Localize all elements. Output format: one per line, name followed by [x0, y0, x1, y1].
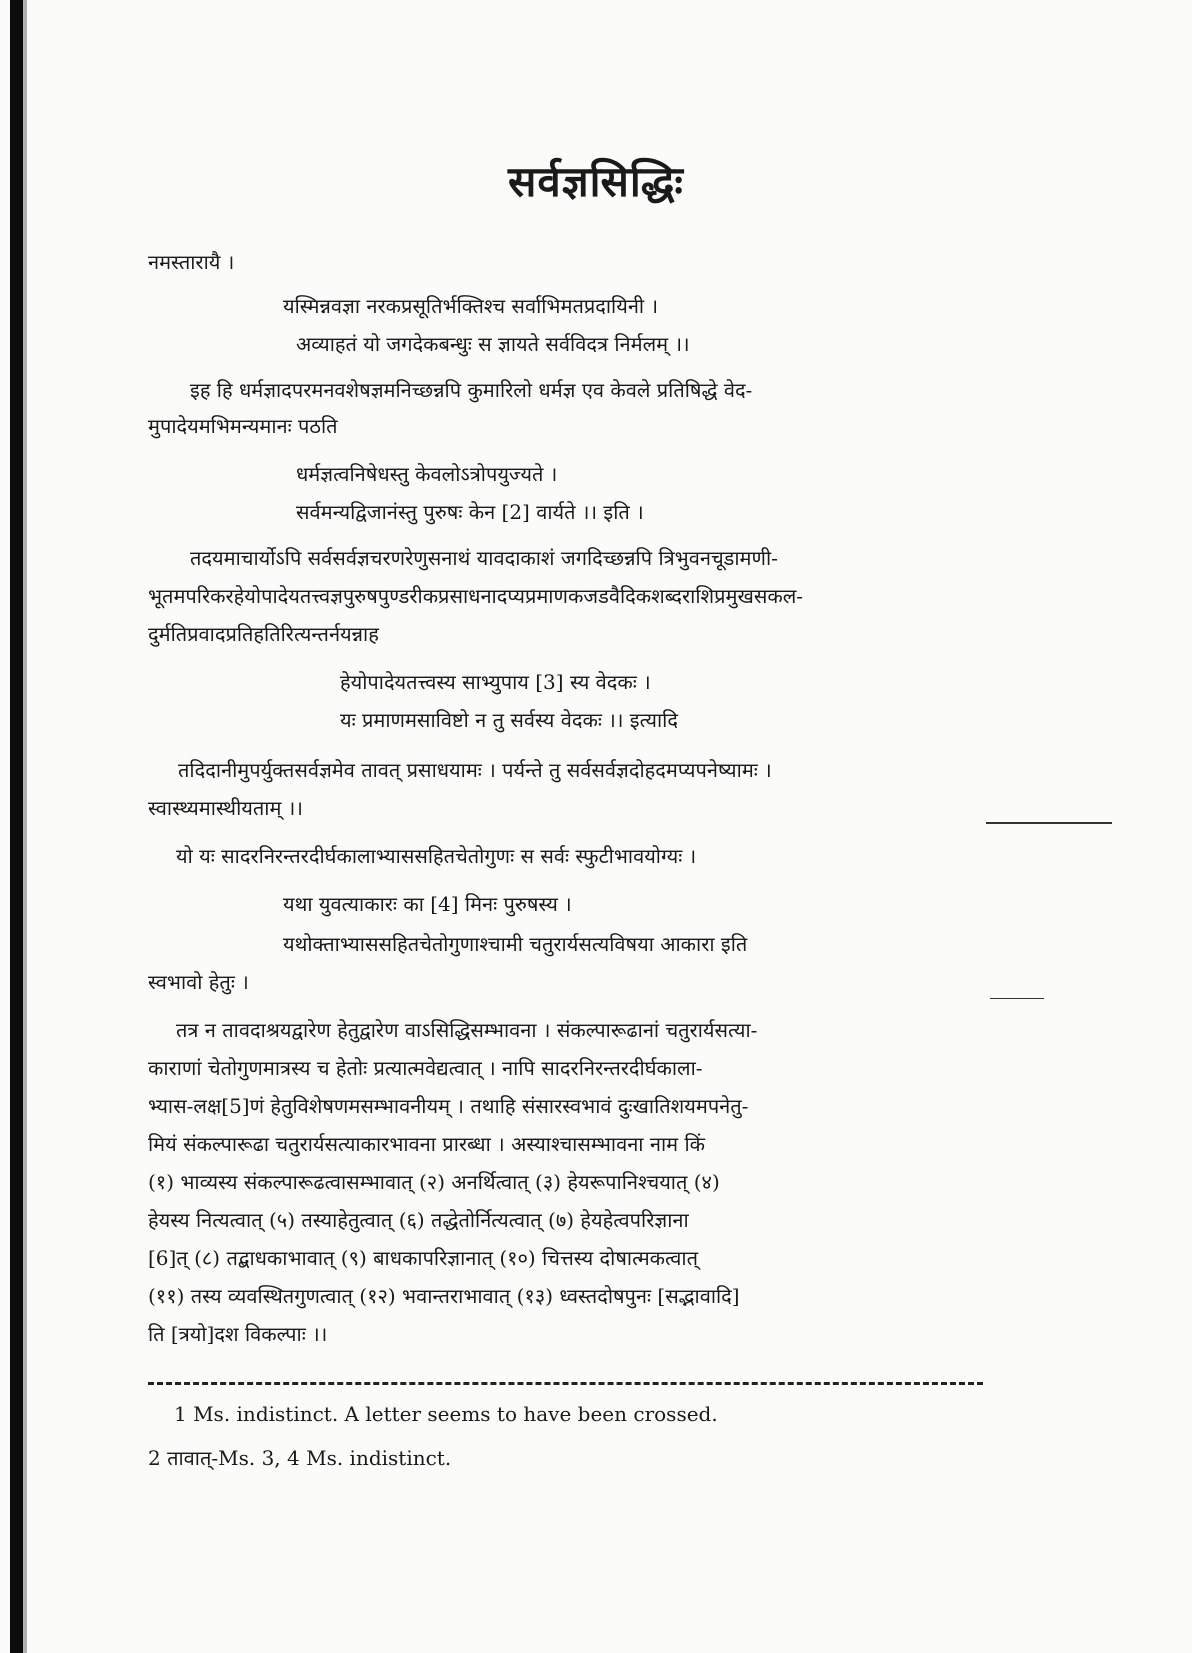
para6-line9: ति [त्रयो]दश विकल्पाः ।। — [148, 1322, 328, 1346]
para2-line2: भूतमपरिकरहेयोपादेयतत्त्वज्ञपुरुषपुण्डरीकप्रसाधनादप्यप्रमाणकजडवैदिकशब्दराशिप्रमुखसकल- — [148, 584, 804, 608]
footnote-separator — [148, 1382, 983, 1385]
verse1-line1: यस्मिन्नवज्ञा नरकप्रसूतिर्भक्तिश्च सर्वाभिमतप्रदायिनी । — [283, 294, 659, 318]
para5-line1: यथा युवत्याकारः का [4] मिनः पुरुषस्य । — [283, 892, 572, 916]
page — [148, 0, 1028, 1653]
margin-mark — [990, 998, 1044, 999]
para5-line2: यथोक्ताभ्याससहितचेतोगुणाश्चामी चतुरार्यसत्यविषया आकारा इति — [283, 932, 748, 956]
verse2-line2: सर्वमन्यद्विजानंस्तु पुरुषः केन [2] वार्यते ।। इति । — [296, 500, 644, 524]
book-spine-shadow — [10, 0, 23, 1653]
para6-line7: [6]त् (८) तद्बाधकाभावात् (९) बाधकापरिज्ञानात् (१०) चित्तस्य दोषात्मकत्वात् — [148, 1246, 699, 1270]
para3-line1: तदिदानीमुपर्युक्तसर्वज्ञमेव तावत् प्रसाधयामः । पर्यन्ते तु सर्वसर्वज्ञदोहदमप्यपनेष्यामः । — [178, 758, 772, 782]
verse3-line1: हेयोपादेयतत्त्वस्य साभ्युपाय [3] स्य वेदकः । — [340, 670, 651, 694]
book-spine-edge — [23, 0, 27, 1653]
para6-line6: हेयस्य नित्यत्वात् (५) तस्याहेतुत्वात् (६) तद्धेतोर्नित्यत्वात् (७) हेयहेत्वपरिज्ञाना — [148, 1208, 689, 1232]
page-title: सर्वज्ञसिद्धिः — [508, 157, 684, 206]
verse3-line2: यः प्रमाणमसाविष्टो न तु सर्वस्य वेदकः ।। इत्यादि — [340, 708, 678, 732]
para6-line3: भ्यास-लक्ष[5]णं हेतुविशेषणमसम्भावनीयम् । तथाहि संसारस्वभावं दुःखातिशयमपनेतु- — [148, 1094, 749, 1118]
para5-line3: स्वभावो हेतुः । — [148, 970, 249, 994]
para6-line2: काराणां चेतोगुणमात्रस्य च हेतोः प्रत्यात्मवेद्यत्वात् । नापि सादरनिरन्तरदीर्घकाला- — [148, 1056, 703, 1080]
para6-line4: मियं संकल्पारूढा चतुरार्यसत्याकारभावना प्रारब्धा । अस्याश्चासम्भावना नाम किं — [148, 1132, 705, 1156]
para1-line1: इह हि धर्मज्ञादपरमनवशेषज्ञमनिच्छन्नपि कुमारिलो धर्मज्ञ एव केवले प्रतिषिद्धे वेद- — [190, 378, 753, 402]
para4: यो यः सादरनिरन्तरदीर्घकालाभ्याससहितचेतोगुणः स सर्वः स्फुटीभावयोग्यः । — [176, 844, 697, 868]
para2-line3: दुर्मतिप्रवादप्रतिहतिरित्यन्तर्नयन्नाह — [148, 622, 379, 646]
para3-line2: स्वास्थ्यमास्थीयताम् ।। — [148, 796, 303, 820]
verse2-line1: धर्मज्ञत्वनिषेधस्तु केवलोऽत्रोपयुज्यते । — [296, 462, 558, 486]
para1-line2: मुपादेयमभिमन्यमानः पठति — [148, 414, 338, 438]
invocation: नमस्तारायै । — [148, 250, 235, 274]
footnote-2: 2 तावात्-Ms. 3, 4 Ms. indistinct. — [148, 1446, 452, 1470]
para2-line1: तदयमाचार्योऽपि सर्वसर्वज्ञचरणरेणुसनाथं यावदाकाशं जगदिच्छन्नपि त्रिभुवनचूडामणी- — [190, 546, 778, 570]
para6-line1: तत्र न तावदाश्रयद्वारेण हेतुद्वारेण वाऽसिद्धिसम्भावना । संकल्पारूढानां चतुरार्यसत्या- — [176, 1018, 758, 1042]
footnote-1: 1 Ms. indistinct. A letter seems to have been crossed. — [174, 1402, 718, 1426]
margin-mark — [986, 822, 1112, 824]
para6-line5: (१) भाव्यस्य संकल्पारूढत्वासम्भावात् (२) अनर्थित्वात् (३) हेयरूपानिश्चयात् (४) — [148, 1170, 720, 1194]
para6-line8: (११) तस्य व्यवस्थितगुणत्वात् (१२) भवान्तराभावात् (१३) ध्वस्तदोषपुनः [सद्भावादि] — [148, 1284, 740, 1308]
verse1-line2: अव्याहतं यो जगदेकबन्धुः स ज्ञायते सर्वविदत्र निर्मलम् ।। — [296, 332, 690, 356]
